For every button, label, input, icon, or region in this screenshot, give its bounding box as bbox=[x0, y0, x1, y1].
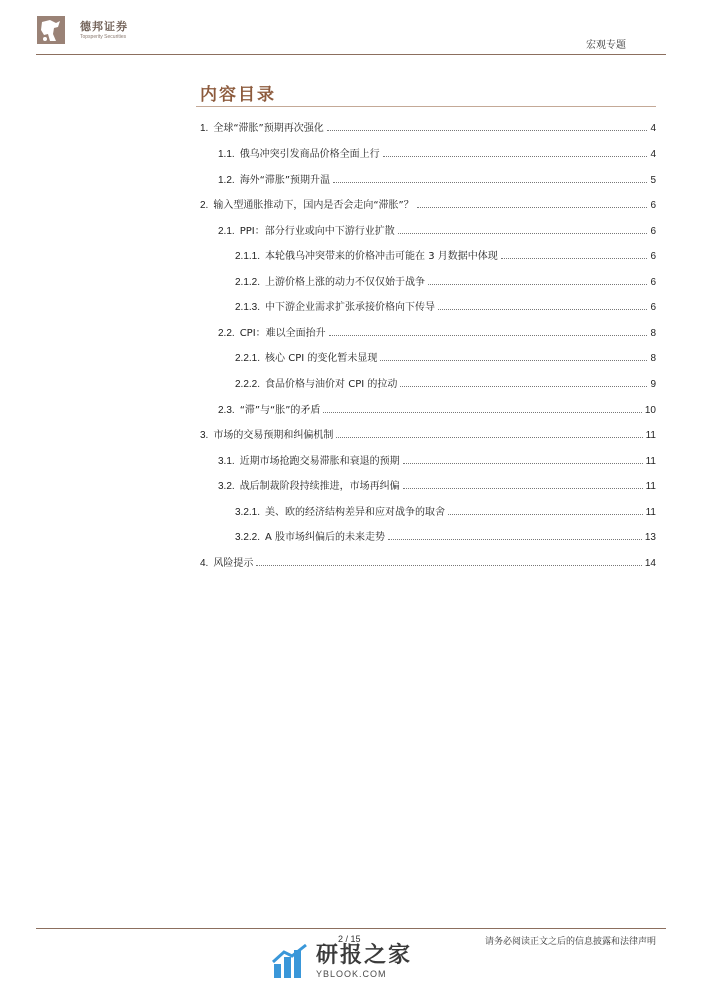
toc-entry-title: 战后制裁阶段持续推进，市场再纠偏 bbox=[239, 481, 400, 492]
toc-leader-dots bbox=[388, 539, 642, 540]
toc-entry-title: 全球“滞胀”预期再次强化 bbox=[213, 123, 324, 134]
toc-entry-number: 2.1. bbox=[218, 226, 235, 237]
toc-entry-page: 5 bbox=[650, 175, 656, 186]
toc-leader-dots bbox=[383, 156, 648, 157]
toc-entry-title: 美、欧的经济结构差异和应对战争的取舍 bbox=[265, 507, 446, 518]
toc-leader-dots bbox=[380, 360, 647, 361]
toc-entry-number: 1.2. bbox=[218, 175, 235, 186]
toc-entry-page: 13 bbox=[644, 532, 656, 543]
toc-entry[interactable] bbox=[235, 297, 656, 313]
toc-entry-title: CPI：难以全面抬升 bbox=[239, 328, 326, 339]
toc-leader-dots bbox=[417, 207, 648, 208]
toc-entry[interactable] bbox=[218, 170, 656, 186]
toc-entry-title: PPI：部分行业或向中下游行业扩散 bbox=[239, 226, 395, 237]
toc-leader-dots bbox=[398, 233, 648, 234]
toc-title-divider bbox=[196, 106, 656, 107]
toc-entry[interactable] bbox=[218, 144, 656, 160]
logo-name-en: Topsperity Securities bbox=[80, 33, 127, 40]
toc-entry[interactable] bbox=[218, 221, 656, 237]
toc-entry-page: 9 bbox=[650, 379, 656, 390]
report-category: 宏观专题 bbox=[586, 40, 626, 51]
toc-entry-page: 6 bbox=[650, 200, 656, 211]
toc-entry-number: 3.2. bbox=[218, 481, 235, 492]
toc-entry-number: 3.2.1. bbox=[235, 507, 261, 518]
toc-entry[interactable] bbox=[218, 451, 656, 467]
toc-leader-dots bbox=[400, 386, 647, 387]
toc-entry[interactable] bbox=[200, 195, 656, 211]
toc-entry-number: 2.3. bbox=[218, 405, 235, 416]
toc-entry-number: 3.1. bbox=[218, 456, 235, 467]
toc-entry-title: 海外“滞胀”预期升温 bbox=[239, 175, 331, 186]
toc-leader-dots bbox=[428, 284, 647, 285]
toc-entry-title: 俄乌冲突引发商品价格全面上行 bbox=[239, 149, 380, 160]
toc-entry[interactable] bbox=[218, 400, 656, 416]
page-number: 2 / 15 bbox=[338, 934, 361, 944]
toc-entry-page: 10 bbox=[644, 405, 656, 416]
toc-entry-title: 风险提示 bbox=[213, 558, 254, 569]
logo-mark-icon bbox=[36, 14, 76, 46]
toc-entry-page: 6 bbox=[650, 226, 656, 237]
logo-name-cn: 德邦证券 bbox=[80, 19, 128, 33]
toc-entry[interactable] bbox=[200, 425, 656, 441]
toc-entry-number: 2.2.2. bbox=[235, 379, 261, 390]
toc-entry-page: 11 bbox=[645, 456, 656, 467]
toc-entry-page: 14 bbox=[644, 558, 656, 569]
toc-entry-page: 6 bbox=[650, 302, 656, 313]
toc-leader-dots bbox=[403, 463, 643, 464]
toc-entry-page: 11 bbox=[645, 481, 656, 492]
toc-leader-dots bbox=[333, 182, 647, 183]
toc-entry[interactable] bbox=[200, 118, 656, 134]
toc-entry-title: 食品价格与油价对 CPI 的拉动 bbox=[265, 379, 398, 390]
toc-entry-title: “滞”与“胀”的矛盾 bbox=[239, 405, 321, 416]
toc-entry[interactable] bbox=[235, 348, 656, 364]
toc-entry[interactable] bbox=[218, 323, 656, 339]
toc-leader-dots bbox=[403, 488, 643, 489]
watermark-title: 研报之家 bbox=[316, 943, 413, 968]
toc-entry-page: 6 bbox=[650, 251, 656, 262]
toc-entry-title: 核心 CPI 的变化暂未显现 bbox=[265, 353, 378, 364]
toc-entry-page: 4 bbox=[650, 123, 656, 134]
toc-entry-page: 8 bbox=[650, 328, 656, 339]
toc-entry-number: 1.1. bbox=[218, 149, 235, 160]
toc-entry-number: 2.1.3. bbox=[235, 302, 261, 313]
toc-entry[interactable] bbox=[235, 374, 656, 390]
header-divider bbox=[36, 54, 666, 55]
toc-entry-number: 4. bbox=[200, 558, 209, 569]
company-logo bbox=[36, 14, 156, 46]
toc-leader-dots bbox=[501, 258, 648, 259]
toc-entry-page: 11 bbox=[645, 430, 656, 441]
toc-entry-page: 11 bbox=[645, 507, 656, 518]
toc-entry[interactable] bbox=[200, 553, 656, 569]
toc-leader-dots bbox=[327, 130, 648, 131]
toc-leader-dots bbox=[256, 565, 642, 566]
toc-entry-number: 3. bbox=[200, 430, 209, 441]
toc-entry-title: A 股市场纠偏后的未来走势 bbox=[265, 532, 386, 543]
toc-entry[interactable] bbox=[235, 272, 656, 288]
toc-title: 内容目录 bbox=[200, 85, 276, 105]
toc-entry-title: 输入型通胀推动下，国内是否会走向“滞胀”？ bbox=[213, 200, 414, 211]
toc-entry-number: 2.1.1. bbox=[235, 251, 261, 262]
toc-leader-dots bbox=[438, 309, 647, 310]
toc-leader-dots bbox=[336, 437, 642, 438]
toc-leader-dots bbox=[448, 514, 643, 515]
toc-entry[interactable] bbox=[235, 527, 656, 543]
toc-entry-title: 市场的交易预期和纠偏机制 bbox=[213, 430, 334, 441]
toc-entry-number: 3.2.2. bbox=[235, 532, 261, 543]
toc-leader-dots bbox=[329, 335, 648, 336]
toc-entry-number: 2. bbox=[200, 200, 209, 211]
toc-leader-dots bbox=[323, 412, 641, 413]
toc-entry[interactable] bbox=[235, 502, 656, 518]
toc-entry-title: 近期市场抢跑交易滞胀和衰退的预期 bbox=[239, 456, 400, 467]
toc-entry-title: 本轮俄乌冲突带来的价格冲击可能在 3 月数据中体现 bbox=[265, 251, 498, 262]
toc-entry-number: 2.2.1. bbox=[235, 353, 261, 364]
watermark-url: YBLOOK.COM bbox=[316, 969, 387, 979]
toc-entry-number: 1. bbox=[200, 123, 209, 134]
bar-chart-icon bbox=[270, 942, 310, 982]
toc-entry-number: 2.2. bbox=[218, 328, 235, 339]
toc-entry-title: 上游价格上涨的动力不仅仅始于战争 bbox=[265, 277, 426, 288]
toc-entry-page: 8 bbox=[650, 353, 656, 364]
toc-entry[interactable] bbox=[235, 246, 656, 262]
toc-entry-title: 中下游企业需求扩张承接价格向下传导 bbox=[265, 302, 436, 313]
toc-entry-page: 4 bbox=[650, 149, 656, 160]
toc-entry-page: 6 bbox=[650, 277, 656, 288]
toc-entry[interactable] bbox=[218, 476, 656, 492]
disclaimer-note: 请务必阅读正文之后的信息披露和法律声明 bbox=[484, 937, 656, 947]
watermark bbox=[270, 936, 440, 988]
footer-divider bbox=[36, 928, 666, 929]
toc-entry-number: 2.1.2. bbox=[235, 277, 261, 288]
